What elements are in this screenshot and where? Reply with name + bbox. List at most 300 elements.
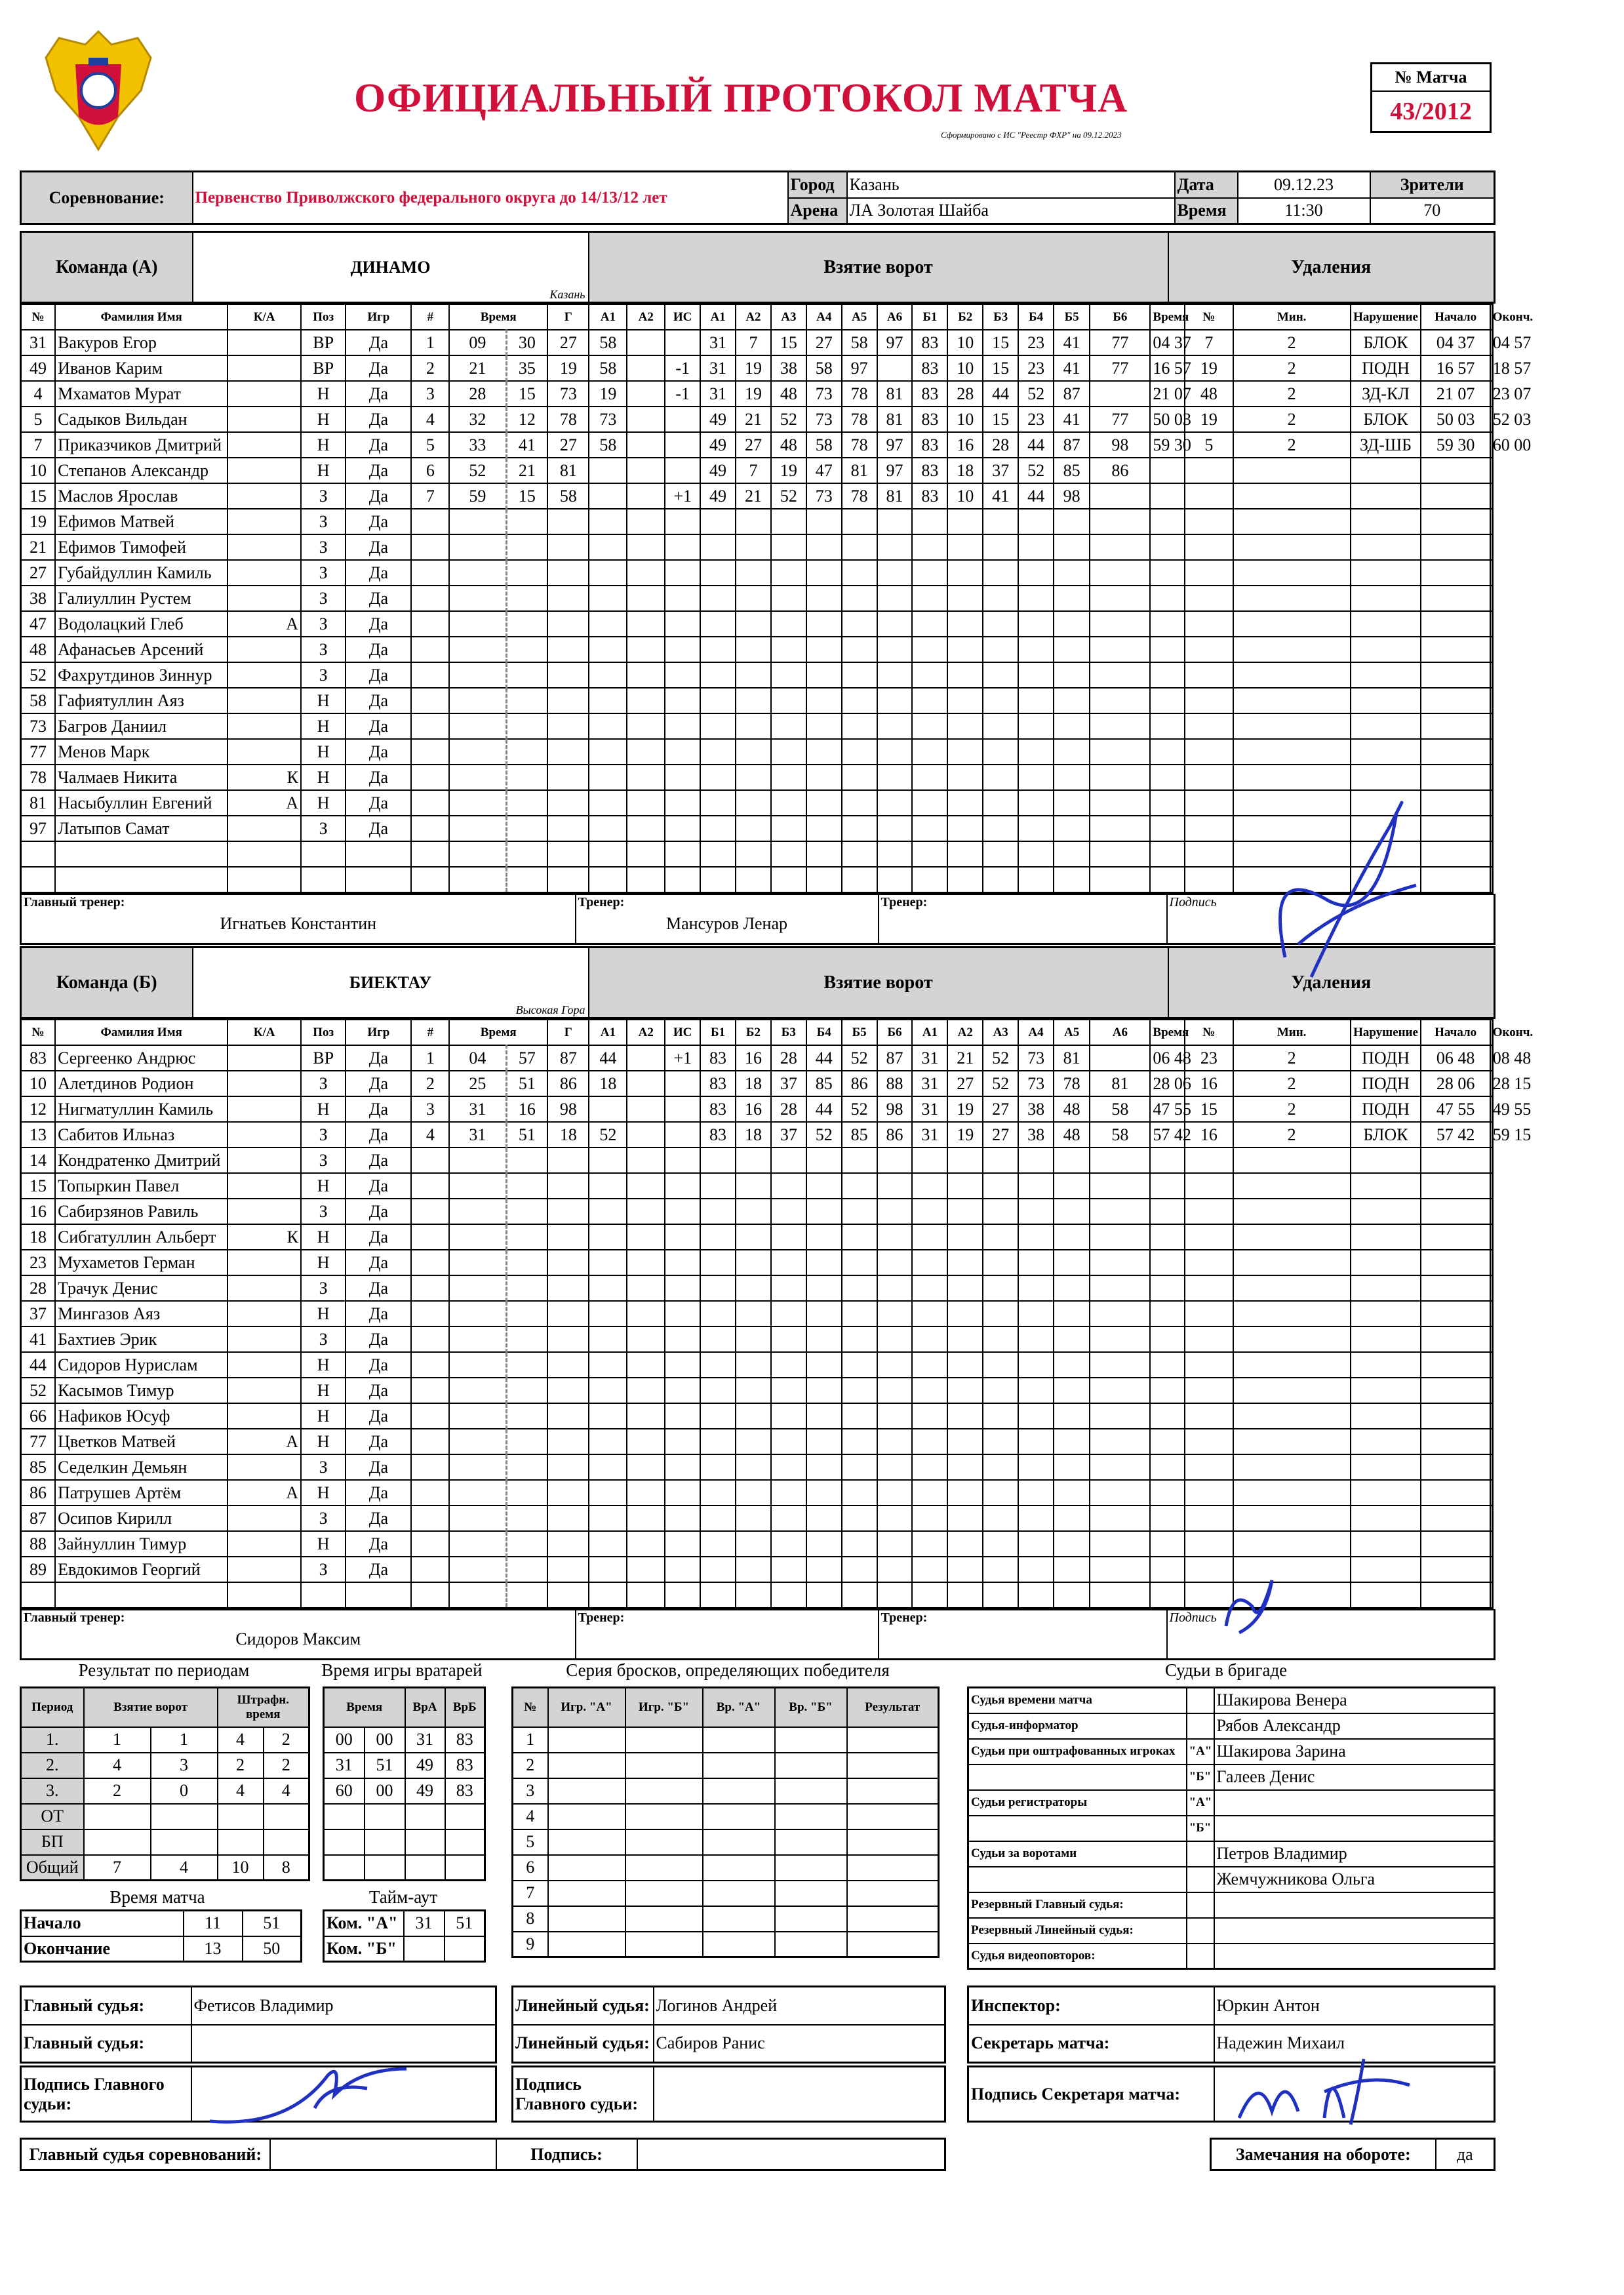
goal-situation: -1 [665,381,700,407]
penalty-end [1490,1327,1493,1352]
on-ice-player: 16 [736,1045,771,1071]
penalty-violation: ПОДН [1351,1045,1421,1071]
penalty-violation [1351,1531,1421,1557]
on-ice-player: 87 [1054,432,1090,458]
goal-assist-1 [589,1224,627,1250]
goal-assist-1 [589,662,627,688]
goal-assist-1 [589,1199,627,1224]
referee-team [1187,1918,1214,1944]
goal-number: 3 [411,1096,449,1122]
on-ice-player [700,1250,736,1275]
table-row [21,1173,1493,1199]
captain-mark [228,1301,301,1327]
player-name: Водолацкий Глеб [55,611,228,637]
penalty-end: 08 48 [1490,1045,1493,1071]
timeout-b-minute [404,1936,445,1962]
penalty-player: 16 [1185,1122,1233,1148]
on-ice-player [806,560,842,586]
on-ice-player [736,1250,771,1275]
goal-second [506,1557,547,1582]
penalty-violation [1351,586,1421,611]
goal-situation [665,1531,700,1557]
on-ice-player [1054,509,1090,534]
penalty-time [1150,1378,1185,1403]
on-ice-player [947,1148,983,1173]
player-name: Зайнуллин Тимур [55,1531,228,1557]
on-ice-player: 15 [983,407,1018,432]
table-row [324,1753,485,1778]
goal-situation [665,1352,700,1378]
goal-assist-1 [589,739,627,765]
on-ice-player [877,1480,913,1506]
period-label: 3. [21,1778,84,1804]
period-header: Период [21,1688,84,1727]
player-played: Да [346,1275,411,1301]
shootout-cell [775,1804,847,1829]
player-position: Н [301,458,346,483]
referees-table [967,1686,1495,1970]
goal-assist-1: 73 [589,407,627,432]
goal-minute [449,1301,506,1327]
table-row [968,1816,1495,1841]
on-ice-player: 83 [912,483,947,509]
on-ice-player [877,790,913,816]
goalie-time-header: Время [324,1688,405,1727]
on-ice-player [736,1173,771,1199]
table-row [513,1932,939,1957]
penalty-minutes [1233,560,1351,586]
on-ice-player [806,790,842,816]
penalty-minutes [1233,1454,1351,1480]
on-ice-player [736,713,771,739]
goal-second [506,1173,547,1199]
on-ice-player: 10 [947,407,983,432]
on-ice-player [1054,739,1090,765]
column-header: Фамилия Имя [55,304,228,330]
player-position: З [301,637,346,662]
column-header: Оконч. [1490,1020,1493,1045]
shootout-cell [548,1932,625,1957]
referee-name [1214,1892,1495,1918]
penalty-start [1421,739,1490,765]
goal-second [506,1148,547,1173]
shootout-number: 9 [513,1932,548,1957]
on-ice-player: 15 [983,355,1018,381]
table-row [21,1531,1493,1557]
captain-mark [228,1199,301,1224]
table-row [21,1096,1493,1122]
team-a-title: ДИНАМО [350,257,431,277]
penalty-violation [1351,1199,1421,1224]
goal-assist-1 [589,1275,627,1301]
on-ice-player [1090,1275,1150,1301]
goal-scorer [547,560,589,586]
goal-number [411,1557,449,1582]
penalty-minutes [1233,483,1351,509]
referee-team: "А" [1187,1739,1214,1765]
on-ice-player [983,611,1018,637]
penalty-violation [1351,1148,1421,1173]
captain-mark [228,1557,301,1582]
penalty-minutes: 2 [1233,432,1351,458]
on-ice-player: 98 [877,1096,913,1122]
goal-assist-2 [627,739,665,765]
date: 09.12.23 [1238,172,1370,198]
penalty-start: 59 30 [1421,432,1490,458]
goal-number [411,790,449,816]
on-ice-player [1018,1275,1054,1301]
goal-situation [665,841,700,867]
on-ice-player [1054,1199,1090,1224]
city: Казань [847,172,1175,198]
captain-mark [228,1531,301,1557]
on-ice-player [1018,1454,1054,1480]
goal-number: 6 [411,458,449,483]
referees-title: Судьи в бригаде [1164,1660,1288,1680]
shootout-number: 4 [513,1804,548,1829]
on-ice-player [947,1301,983,1327]
on-ice-player [1090,662,1150,688]
goal-second [506,1327,547,1352]
goal-assist-2 [627,713,665,739]
shootout-cell [625,1829,703,1855]
on-ice-player [1018,1327,1054,1352]
captain-mark [228,1378,301,1403]
player-played: Да [346,1122,411,1148]
goal-situation [665,1378,700,1403]
period-value: 4 [151,1855,218,1881]
player-played: Да [346,662,411,688]
penalty-time [1150,1506,1185,1531]
column-header: А2 [627,304,665,330]
captain-mark [228,381,301,407]
on-ice-player [947,560,983,586]
timeout-b-label: Ком. "Б" [324,1936,404,1962]
on-ice-player: 77 [1090,355,1150,381]
goal-number [411,816,449,841]
penalty-start: 28 06 [1421,1071,1490,1096]
player-position: З [301,1557,346,1582]
on-ice-player [1090,611,1150,637]
penalty-time [1150,662,1185,688]
goalie-time-value [445,1855,485,1881]
on-ice-player [1090,1403,1150,1429]
penalty-player: 16 [1185,1071,1233,1096]
column-header: Нарушение [1351,1020,1421,1045]
penalty-minutes: 2 [1233,330,1351,355]
shootout-cell [625,1906,703,1932]
on-ice-player: 19 [947,1096,983,1122]
goal-second: 30 [506,330,547,355]
on-ice-player [877,662,913,688]
penalty-player [1185,509,1233,534]
column-header: А4 [806,304,842,330]
goal-situation [665,713,700,739]
player-played: Да [346,509,411,534]
shootout-header: Игр. "А" [548,1688,625,1727]
on-ice-player [912,586,947,611]
player-position: Н [301,1224,346,1250]
shootout-header: № [513,1688,548,1727]
on-ice-player [877,1378,913,1403]
on-ice-player [806,1148,842,1173]
team-b-section [20,946,1534,1660]
on-ice-player: 28 [983,432,1018,458]
player-name: Трачук Денис [55,1275,228,1301]
goal-assist-1 [589,688,627,713]
on-ice-player [771,816,806,841]
goal-assist-2 [627,534,665,560]
penalty-start [1421,1378,1490,1403]
player-played: Да [346,560,411,586]
penalty-player [1185,611,1233,637]
shootout-header: Вр. "А" [703,1688,775,1727]
player-played: Да [346,816,411,841]
on-ice-player [806,1199,842,1224]
penalty-time [1150,1148,1185,1173]
shootout-cell [775,1932,847,1957]
period-value: 2 [218,1753,264,1778]
on-ice-player [771,1506,806,1531]
captain-mark [228,458,301,483]
player-name: Алетдинов Родион [55,1071,228,1096]
on-ice-player [700,1557,736,1582]
on-ice-player [700,1531,736,1557]
player-number: 81 [21,790,56,816]
on-ice-player [912,1480,947,1506]
goal-minute [449,560,506,586]
on-ice-player [947,611,983,637]
penalty-player [1185,1173,1233,1199]
on-ice-player: 83 [912,458,947,483]
team-a-head-coach: Игнатьев Константин [220,913,377,933]
on-ice-player [842,509,877,534]
on-ice-player [983,662,1018,688]
player-number: 4 [21,381,56,407]
player-name: Сабитов Ильназ [55,1122,228,1148]
team-a-city: Казань [549,288,585,301]
penalty-time [1150,1301,1185,1327]
competition-name: Первенство Приволжского федерального округа до 14/13/12 лет [193,172,788,224]
on-ice-player [771,765,806,790]
penalty-time: 06 48 [1150,1045,1185,1071]
penalty-minutes: 2 [1233,1096,1351,1122]
shootout-cell [548,1804,625,1829]
goal-number [411,1403,449,1429]
on-ice-player [736,1352,771,1378]
table-row [324,1804,485,1829]
secretary: Надежин Михаил [1214,2025,1495,2063]
penalty-player [1185,1224,1233,1250]
on-ice-player [1054,1403,1090,1429]
competition-referee-label: Главный судья соревнований: [21,2139,270,2170]
penalty-end [1490,1454,1493,1480]
on-ice-player: 83 [912,355,947,381]
table-row [21,1045,1493,1071]
on-ice-player [771,534,806,560]
penalty-start [1421,1250,1490,1275]
penalty-end [1490,509,1493,534]
on-ice-player [877,1582,913,1608]
on-ice-player [1054,1224,1090,1250]
penalty-time: 21 07 [1150,381,1185,407]
player-position: ВР [301,1045,346,1071]
player-number: 83 [21,1045,56,1071]
period-value: 8 [264,1855,309,1881]
goal-second [506,1429,547,1454]
inspector: Юркин Антон [1214,1987,1495,2025]
on-ice-player [736,662,771,688]
penalty-time [1150,1173,1185,1199]
goal-situation [665,816,700,841]
on-ice-player: 78 [842,381,877,407]
shootout-cell [703,1804,775,1829]
player-position: З [301,534,346,560]
goal-scorer [547,739,589,765]
on-ice-player [771,1275,806,1301]
on-ice-player [736,586,771,611]
on-ice-player [771,509,806,534]
on-ice-player [806,1429,842,1454]
penalty-end [1490,1199,1493,1224]
on-ice-player [877,586,913,611]
line-referee-signature [511,2066,946,2123]
goal-situation [665,509,700,534]
on-ice-player [736,1275,771,1301]
goalie-time-value: 83 [445,1778,485,1804]
on-ice-player [806,1403,842,1429]
shootout-cell [847,1881,939,1906]
table-row [21,432,1493,458]
goalie-b-header: ВрБ [445,1688,485,1727]
goal-number: 2 [411,355,449,381]
on-ice-player [700,688,736,713]
column-header: Начало [1421,304,1490,330]
secretary-signature-stroke [1226,2046,1423,2131]
on-ice-player [842,1301,877,1327]
player-played: Да [346,1045,411,1071]
penalty-player [1185,1148,1233,1173]
on-ice-player: 83 [700,1045,736,1071]
referee-role [968,1765,1187,1790]
goal-scorer: 27 [547,330,589,355]
column-header: А1 [700,304,736,330]
goal-number [411,1352,449,1378]
captain-mark [228,739,301,765]
player-name: Мхаматов Мурат [55,381,228,407]
on-ice-player [771,790,806,816]
goal-minute [449,713,506,739]
goal-situation [665,1148,700,1173]
on-ice-player [877,1327,913,1352]
goal-assist-1 [589,1301,627,1327]
penalty-time [1150,1275,1185,1301]
on-ice-player [1018,586,1054,611]
on-ice-player [877,637,913,662]
team-a-coach2-cell [879,894,1167,944]
on-ice-player: 83 [912,330,947,355]
on-ice-player: 41 [1054,355,1090,381]
penalty-minutes: 2 [1233,407,1351,432]
penalty-start [1421,1531,1490,1557]
penalty-player [1185,560,1233,586]
on-ice-player [947,1531,983,1557]
penalty-minutes: 2 [1233,1122,1351,1148]
timeout-a-label: Ком. "А" [324,1911,404,1936]
on-ice-player [1090,534,1150,560]
column-header: ИС [665,1020,700,1045]
goal-assist-1 [589,560,627,586]
on-ice-player [912,1582,947,1608]
on-ice-player [1018,1148,1054,1173]
goal-second [506,611,547,637]
on-ice-player [877,1250,913,1275]
goal-second [506,637,547,662]
on-ice-player [877,355,913,381]
goal-situation [665,1096,700,1122]
period-label: БП [21,1829,84,1855]
period-label: ОТ [21,1804,84,1829]
player-name: Галиуллин Рустем [55,586,228,611]
captain-mark [228,1071,301,1096]
goal-number [411,534,449,560]
on-ice-player [700,765,736,790]
table-row [324,1829,485,1855]
goal-number [411,1506,449,1531]
goal-minute [449,841,506,867]
penalty-end [1490,1557,1493,1582]
periods-title: Результат по периодам [78,1660,250,1680]
on-ice-player: 81 [1090,1071,1150,1096]
shootout-cell [775,1727,847,1753]
on-ice-player [947,1429,983,1454]
player-position: Н [301,1301,346,1327]
on-ice-player: 18 [736,1122,771,1148]
player-number: 48 [21,637,56,662]
on-ice-player [806,1557,842,1582]
table-row [21,1275,1493,1301]
goal-second: 16 [506,1096,547,1122]
on-ice-player [842,1173,877,1199]
goal-scorer [547,688,589,713]
player-position: Н [301,381,346,407]
main-referee-1-label: Главный судья: [21,1987,191,2025]
goal-assist-1 [589,1327,627,1352]
period-label: 2. [21,1753,84,1778]
on-ice-player [1054,713,1090,739]
goalie-time-value [405,1804,445,1829]
goalie-time-value [365,1804,405,1829]
on-ice-player: 52 [771,483,806,509]
penalty-violation [1351,1301,1421,1327]
goal-assist-1: 52 [589,1122,627,1148]
goal-minute [449,1327,506,1352]
table-row [21,688,1493,713]
penalty-start [1421,1480,1490,1506]
player-name: Губайдуллин Камиль [55,560,228,586]
signature-label: Подпись: [496,2139,637,2170]
goal-number [411,688,449,713]
goal-second: 21 [506,458,547,483]
penalty-start [1421,662,1490,688]
on-ice-player: 31 [912,1096,947,1122]
on-ice-player [983,534,1018,560]
on-ice-player: 19 [736,381,771,407]
penalty-violation: ПОДН [1351,1096,1421,1122]
on-ice-player [912,739,947,765]
goal-minute [449,688,506,713]
on-ice-player [1090,1582,1150,1608]
